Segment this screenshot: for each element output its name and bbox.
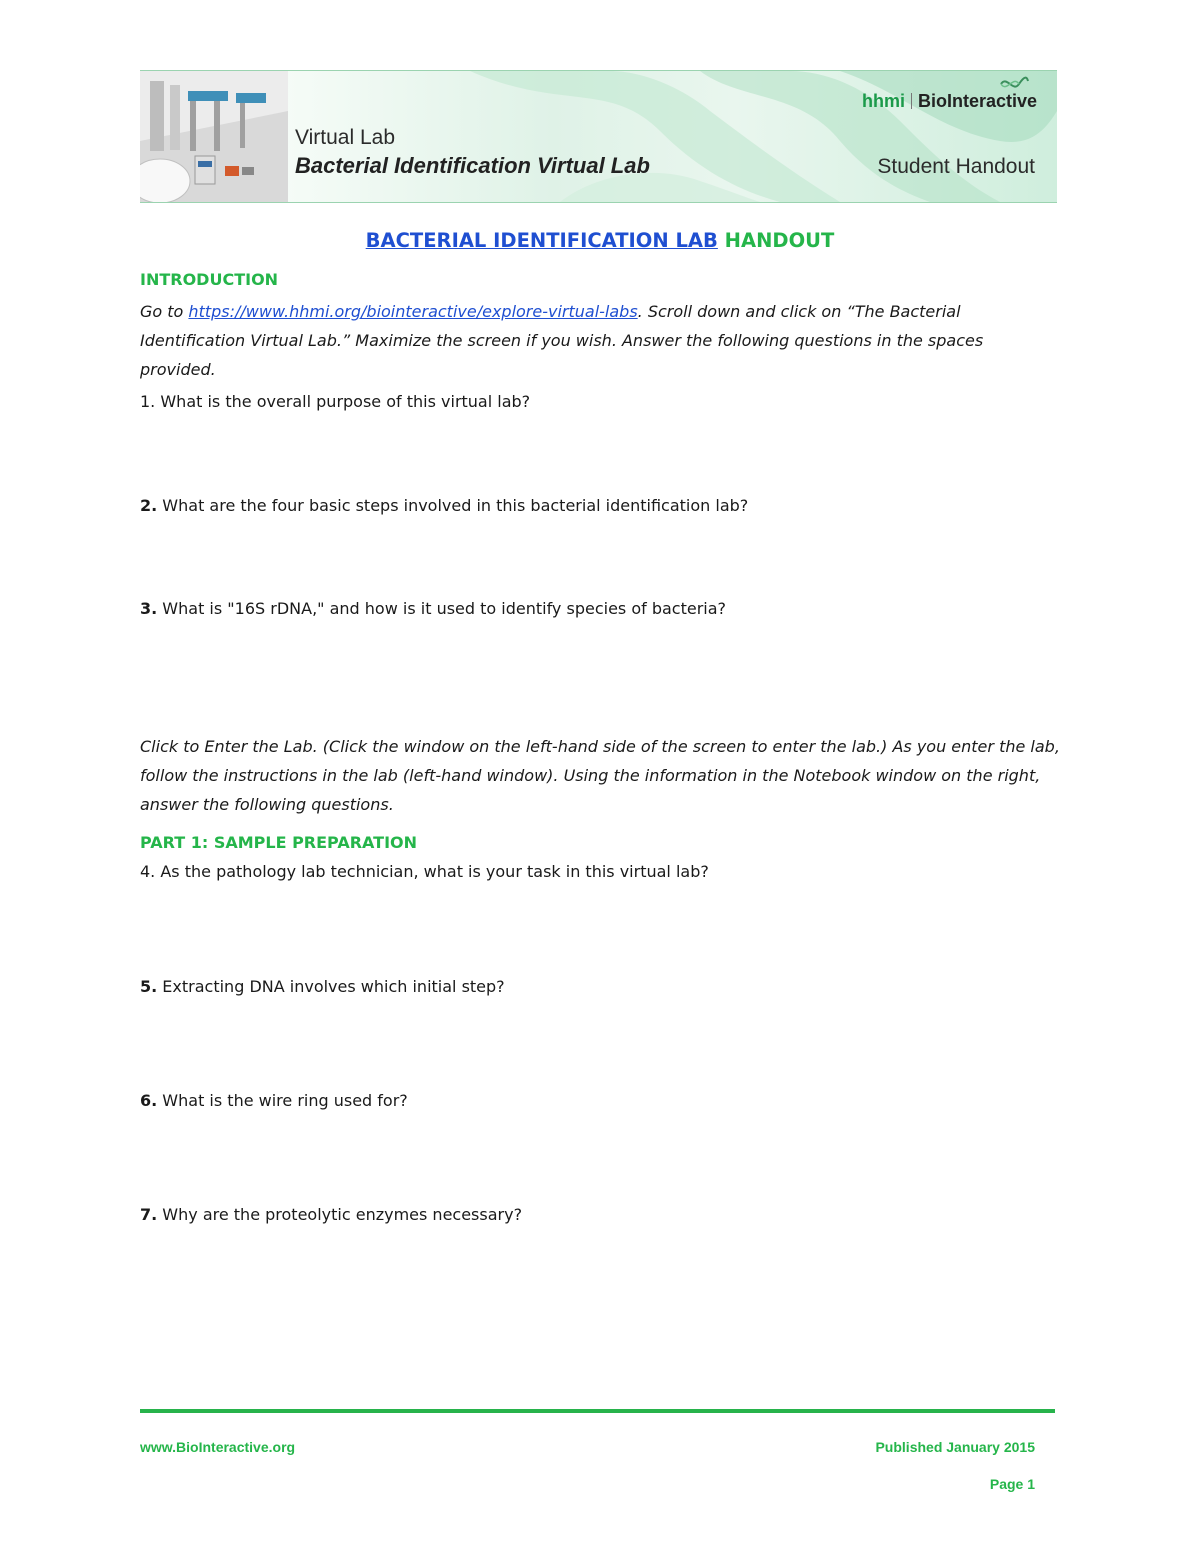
- question-4: [140, 860, 1060, 884]
- question-text: Extracting DNA involves which initial step?: [157, 977, 505, 996]
- question-3: [140, 597, 1060, 621]
- header-banner: [140, 70, 1057, 203]
- intro-heading: INTRODUCTION: [140, 270, 279, 289]
- question-text: What is the wire ring used for?: [157, 1091, 408, 1110]
- question-5: [140, 975, 1060, 999]
- logo-hhmi: hhmi: [861, 91, 905, 111]
- question-text: Why are the proteolytic enzymes necessary?: [157, 1205, 523, 1224]
- banner-lab-title: Bacterial Identification Virtual Lab: [295, 153, 650, 178]
- question-number: 4.: [140, 862, 156, 881]
- lab-photo-illustration: [140, 71, 288, 202]
- page-title: [140, 226, 1060, 256]
- question-number: 3.: [140, 599, 158, 618]
- footer-page-number: Page 1: [989, 1476, 1035, 1492]
- handout-content: [140, 226, 1060, 1227]
- question-text: What is "16S rDNA," and how is it used to identify species of bacteria?: [157, 599, 727, 618]
- logo-separator: [911, 93, 912, 109]
- title-part1: BACTERIAL IDENTIFICATION LAB: [365, 229, 718, 252]
- question-text: What is the overall purpose of this virtual lab?: [155, 392, 531, 411]
- question-7: [140, 1203, 1060, 1227]
- footer-divider: [140, 1409, 1055, 1413]
- footer-published-date: Published January 2015: [875, 1439, 1035, 1455]
- question-number: 5.: [140, 977, 158, 996]
- enter-lab-paragraph: Click to Enter the Lab. (Click the window on the left-hand side of the screen to enter the lab.) As you enter the lab, follow the instructions in the lab (left-hand window). Using the information in the Notebook window on the right, answer the following questions.: [140, 737, 1060, 814]
- title-part2: HANDOUT: [724, 229, 835, 252]
- question-text: What are the four basic steps involved in this bacterial identification lab?: [157, 496, 749, 515]
- question-1: [140, 390, 1060, 414]
- question-number: 1.: [140, 392, 156, 411]
- question-6: [140, 1089, 1060, 1113]
- question-text: As the pathology lab technician, what is your task in this virtual lab?: [155, 862, 709, 881]
- logo-biointeractive: BioInteractive: [917, 91, 1037, 111]
- intro-text-after-link: . Scroll down and click on “The Bacterial Identification Virtual Lab.” Maximize the screen if you wish. Answer the following questions in the spaces provided.: [140, 302, 984, 379]
- question-number: 6.: [140, 1091, 158, 1110]
- banner-handout-type: Student Handout: [877, 155, 1035, 178]
- virtual-labs-link[interactable]: https://www.hhmi.org/biointeractive/explore-virtual-labs: [188, 302, 638, 321]
- question-number: 2.: [140, 496, 158, 515]
- intro-text-before-link: Go to: [140, 302, 189, 321]
- question-number: 7.: [140, 1205, 158, 1224]
- footer-website: www.BioInteractive.org: [140, 1439, 296, 1455]
- intro-paragraph: [140, 297, 1060, 384]
- part1-heading: PART 1: SAMPLE PREPARATION: [140, 833, 418, 852]
- question-2: [140, 494, 1060, 518]
- banner-category: Virtual Lab: [295, 126, 396, 149]
- hhmi-biointeractive-logo: [862, 91, 1037, 112]
